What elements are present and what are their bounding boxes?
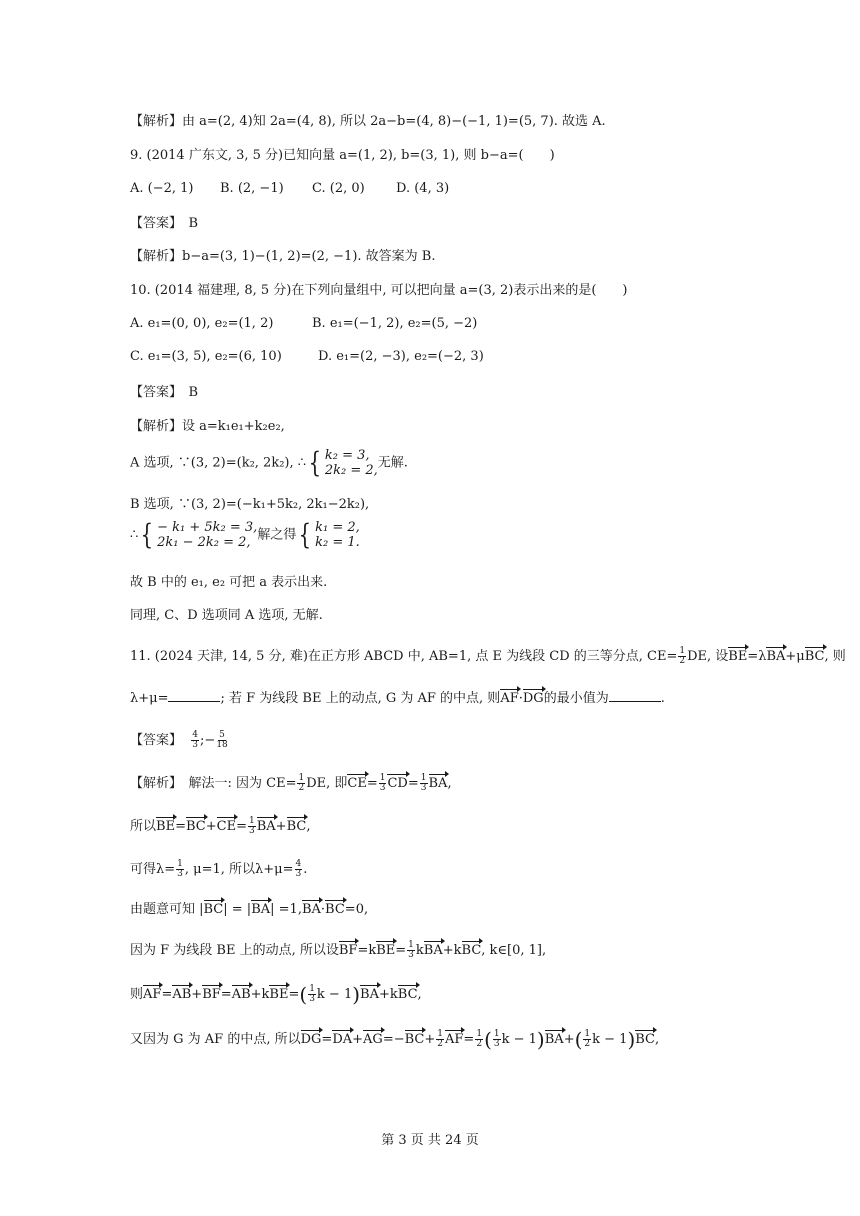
analysis-text: DE, 即 <box>306 776 348 791</box>
numerator: 1 <box>420 773 427 783</box>
vector-bf: BF <box>338 943 358 958</box>
vector-af: AF <box>143 987 162 1002</box>
numerator: 1 <box>437 1029 443 1039</box>
denominator: 3 <box>192 740 199 750</box>
vector-bc: BC <box>397 987 418 1002</box>
equation-system <box>157 520 257 550</box>
numerator: 1 <box>493 1029 500 1039</box>
denominator: 3 <box>493 1039 500 1049</box>
no-solution-text: 无解. <box>377 455 408 471</box>
fraction <box>176 860 184 879</box>
vector-dg: DG <box>522 691 544 706</box>
fraction <box>407 941 415 960</box>
numerator: 1 <box>408 940 414 950</box>
equation: 2k₂ = 2, <box>324 463 378 478</box>
q11-analysis-line-6: 则AF=AB+BF=AB+kBE=( $\frac{1}{3}$ k − 1)BA+kBC, <box>130 982 422 1007</box>
q11-analysis-line-4: 由题意可知 |BC| = |BA| =1,BA·BC=0, <box>130 902 369 917</box>
equation: k₂ = 1. <box>315 535 360 550</box>
vector-bc: BC <box>185 819 206 834</box>
analysis-text: | =1, <box>270 902 302 917</box>
fraction <box>379 774 387 793</box>
q11-analysis-line-5: 因为 F 为线段 BE 上的动点, 所以设BF=kBE= $\frac{1}{3}$ kBA+kBC, k∈[0, 1], <box>130 940 547 960</box>
equation: k₁ = 2, <box>315 520 360 535</box>
vector-ba: BA <box>360 987 379 1002</box>
analysis-text: 由题意可知 | <box>130 902 204 917</box>
vector-af: AF <box>500 691 519 706</box>
page-footer: 第 3 页 共 24 页 <box>381 1133 479 1148</box>
numerator: 1 <box>248 816 255 826</box>
analysis-text: 可得λ= <box>130 862 176 877</box>
q11-analysis-line-7: 又因为 G 为 AF 的中点, 所以DG=DA+AG=−BC+ $\frac{1}{2}$ AF= $\frac{1}{2}$ ( $\frac{1}{3}$ k − 1)BA+( $\frac{1}{2}$ k − 1)BC, <box>130 1027 660 1052</box>
denominator: 2 <box>476 1039 483 1049</box>
numerator: 4 <box>295 859 302 869</box>
q9-option-a: A. (−2, 1) <box>130 181 194 196</box>
denominator: 3 <box>309 994 315 1004</box>
stem-text: λ+μ= <box>130 691 169 706</box>
numerator: 1 <box>177 859 183 869</box>
vector-bf: BF <box>202 987 221 1002</box>
q10-stem: 10. (2014 福建理, 8, 5 分)在下列向量组中, 可以把向量 a=(3, 2)表示出来的是( ) <box>130 283 628 298</box>
numerator: 1 <box>679 646 686 656</box>
equation: − k₁ + 5k₂ = 3, <box>157 520 258 535</box>
vector-bc: BC <box>286 819 307 834</box>
stem-text: DE, 设 <box>687 649 729 664</box>
q10-answer: 【答案】 B <box>130 385 199 400</box>
equation: k₂ = 3, <box>324 448 370 463</box>
vector-ba: BA <box>423 943 443 958</box>
numerator: 1 <box>584 1029 591 1039</box>
vector-bc: BC <box>325 902 345 917</box>
q10-option-c: C. e₁=(3, 5), e₂=(6, 10) <box>130 349 282 364</box>
vector-bc: BC <box>461 943 482 958</box>
stem-text: ; 若 F 为线段 BE 上的动点, G 为 AF 的中点, 则 <box>220 691 501 706</box>
analysis-text: 则 <box>130 987 144 1002</box>
vector-ab: AB <box>172 987 192 1002</box>
stem-text: +μ <box>785 649 805 664</box>
q9-analysis: 【解析】b−a=(3, 1)−(1, 2)=(2, −1). 故答案为 B. <box>130 249 436 264</box>
vector-dg: DG <box>300 1032 322 1047</box>
vector-bc: BC <box>203 902 224 917</box>
vector-be: BE <box>376 943 396 958</box>
denominator: 3 <box>295 869 302 879</box>
equation-system <box>315 520 360 550</box>
q11-stem-line-1 <box>130 647 846 666</box>
fraction <box>216 731 227 750</box>
q9-stem: 9. (2014 广东文, 3, 5 分)已知向量 a=(1, 2), b=(3, 1), 则 b−a=( ) <box>130 148 555 163</box>
denominator: 3 <box>420 783 427 793</box>
vector-da: DA <box>332 1032 353 1047</box>
vector-ce: CE <box>347 776 367 791</box>
fraction <box>475 1030 483 1049</box>
answer-blank-2[interactable] <box>609 688 661 702</box>
denominator: 2 <box>679 656 686 666</box>
denominator: 18 <box>216 740 228 750</box>
q11-stem-line-2: λ+μ= ; 若 F 为线段 BE 上的动点, G 为 AF 的中点, 则AF·DG的最小值为 . <box>130 688 665 708</box>
q11-analysis-line-2: 所以BE=BC+CE= $\frac{1}{3}$ BA+BC, <box>130 816 311 836</box>
answer-label: 【答案】 <box>130 733 183 748</box>
stem-text: =λ <box>747 649 767 664</box>
denominator: 3 <box>248 826 255 836</box>
q9-option-b: B. (2, −1) <box>220 181 284 196</box>
stem-text: 的最小值为 <box>543 691 609 706</box>
vector-ba: BA <box>256 819 276 834</box>
brace-symbol: { <box>299 518 312 551</box>
denominator: 3 <box>379 783 386 793</box>
q10-analysis-line-6: 同理, C、D 选项同 A 选项, 无解. <box>130 608 323 623</box>
fraction <box>436 1030 444 1049</box>
q10-analysis-line-2 <box>130 448 408 478</box>
vector-ba: BA <box>428 776 448 791</box>
vector-cd: CD <box>387 776 408 791</box>
vector-ag: AG <box>363 1032 383 1047</box>
vector-be: BE <box>156 819 176 834</box>
brace-symbol: { <box>308 446 322 479</box>
q9-answer: 【答案】 B <box>130 216 199 231</box>
vector-ce: CE <box>216 819 237 834</box>
option-a-text: A 选项, ∵(3, 2)=(k₂, 2k₂), ∴ <box>130 455 307 471</box>
fraction <box>493 1030 501 1049</box>
numerator: 1 <box>309 984 315 994</box>
equation: 2k₁ − 2k₂ = 2, <box>157 535 251 550</box>
vector-bc: BC <box>804 649 825 664</box>
q8-analysis: 【解析】由 a=(2, 4)知 2a=(4, 8), 所以 2a−b=(4, 8)−(−1, 1)=(5, 7). 故选 A. <box>130 114 606 129</box>
numerator: 1 <box>476 1029 483 1039</box>
brace-symbol: { <box>140 518 154 551</box>
fraction <box>308 985 316 1004</box>
denominator: 3 <box>177 869 183 879</box>
analysis-text: , k∈[0, 1], <box>481 943 547 958</box>
numerator: 4 <box>192 730 199 740</box>
analysis-text: 所以 <box>130 819 157 834</box>
dot-symbol: · <box>518 691 523 706</box>
vector-ba: BA <box>301 902 321 917</box>
separator: ; <box>200 733 205 748</box>
fraction <box>295 860 303 879</box>
answer-blank-1[interactable] <box>168 688 220 702</box>
fraction <box>248 817 256 836</box>
q9-option-d: D. (4, 3) <box>396 181 450 196</box>
vector-af: AF <box>445 1032 464 1047</box>
fraction <box>191 731 199 750</box>
denominator: 3 <box>408 950 414 960</box>
numerator: 1 <box>379 773 386 783</box>
analysis-text: 又因为 G 为 AF 的中点, 所以 <box>130 1032 301 1047</box>
numerator: 1 <box>298 773 305 783</box>
analysis-text: 因为 F 为线段 BE 上的动点, 所以设 <box>130 943 339 958</box>
therefore-symbol: ∴ <box>130 527 139 543</box>
vector-ab: AB <box>231 987 251 1002</box>
fraction <box>297 774 305 793</box>
vector-bc: BC <box>404 1032 425 1047</box>
q10-option-d: D. e₁=(2, −3), e₂=(−2, 3) <box>318 349 484 364</box>
vector-ba: BA <box>766 649 786 664</box>
vector-ba: BA <box>251 902 271 917</box>
analysis-text: , μ=1, 所以λ+μ= <box>184 862 294 877</box>
q10-analysis-line-5: 故 B 中的 e₁, e₂ 可把 a 表示出来. <box>130 575 328 590</box>
fraction <box>420 774 428 793</box>
vector-be: BE <box>269 987 289 1002</box>
vector-be: BE <box>728 649 748 664</box>
equation-system <box>325 448 378 478</box>
q10-analysis-line-1: 【解析】设 a=k₁e₁+k₂e₂, <box>130 419 285 434</box>
denominator: 2 <box>298 783 305 793</box>
denominator: 2 <box>584 1039 591 1049</box>
numerator: 5 <box>219 730 225 740</box>
q9-option-c: C. (2, 0) <box>312 181 365 196</box>
stem-text: , 则 <box>824 649 846 664</box>
denominator: 2 <box>437 1039 443 1049</box>
solve-text: 解之得 <box>257 527 297 543</box>
stem-text: 11. (2024 天津, 14, 5 分, 难)在正方形 ABCD 中, AB=1, 点 E 为线段 CD 的三等分点, CE= <box>130 649 678 664</box>
vector-ba: BA <box>544 1032 564 1047</box>
vector-bc: BC <box>635 1032 656 1047</box>
q11-answer: 【答案】 $\frac{4}{3}$ ;− $\frac{5}{18}$ <box>130 730 228 750</box>
fraction <box>678 647 686 666</box>
q10-option-a: A. e₁=(0, 0), e₂=(1, 2) <box>130 316 274 331</box>
q11-analysis-line-1: 【解析】 解法一: 因为 CE= $\frac{1}{2}$ DE, 即CE= $\frac{1}{3}$ CD= $\frac{1}{3}$ BA, <box>130 773 452 793</box>
fraction <box>583 1030 591 1049</box>
q11-analysis-line-3: 可得λ= $\frac{1}{3}$ , μ=1, 所以λ+μ= $\frac{4}{3}$ . <box>130 859 308 879</box>
analysis-text: 【解析】 解法一: 因为 CE= <box>130 776 297 791</box>
q10-option-b: B. e₁=(−1, 2), e₂=(5, −2) <box>312 316 478 331</box>
analysis-text: | = | <box>223 902 252 917</box>
analysis-text: =0, <box>344 902 369 917</box>
q10-analysis-line-3: B 选项, ∵(3, 2)=(−k₁+5k₂, 2k₁−2k₂), <box>130 497 370 512</box>
q10-analysis-line-4 <box>130 520 360 550</box>
